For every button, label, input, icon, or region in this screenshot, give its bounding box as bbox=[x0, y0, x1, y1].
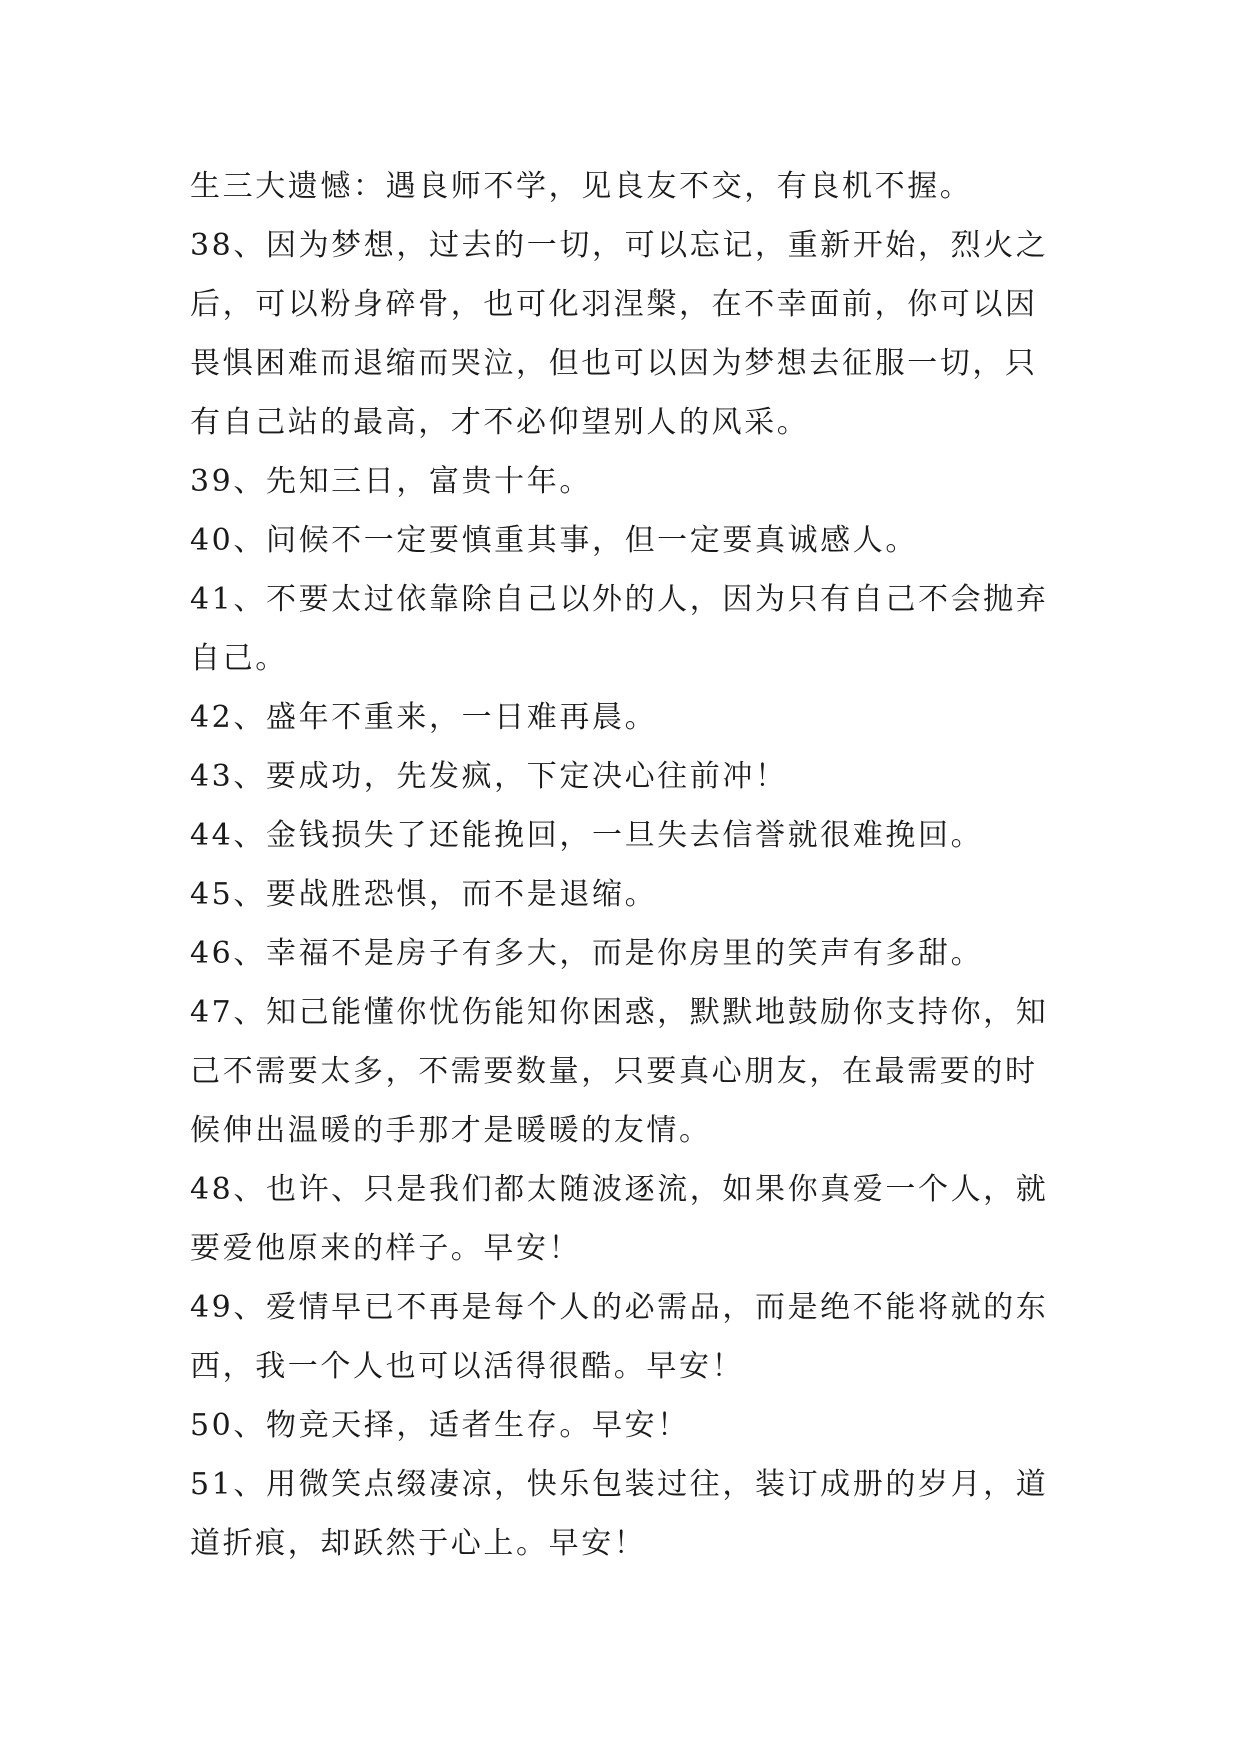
text-line: 候伸出温暖的手那才是暖暖的友情。 bbox=[190, 1113, 712, 1148]
paragraph-45 bbox=[190, 865, 1055, 924]
paragraph-51 bbox=[190, 1455, 1055, 1573]
text-line: 48、也许、只是我们都太随波逐流，如果你真爱一个人，就 bbox=[190, 1172, 1049, 1207]
paragraph-42 bbox=[190, 688, 1055, 747]
text-line: 43、要成功，先发疯，下定决心往前冲！ bbox=[190, 759, 788, 794]
text-line: 要爱他原来的样子。早安！ bbox=[190, 1231, 582, 1266]
paragraph-48 bbox=[190, 1160, 1055, 1278]
text-line: 40、问候不一定要慎重其事，但一定要真诚感人。 bbox=[190, 523, 918, 558]
text-line: 39、先知三日，富贵十年。 bbox=[190, 464, 592, 499]
text-line: 己不需要太多，不需要数量，只要真心朋友，在最需要的时 bbox=[190, 1054, 1038, 1089]
text-line: 有自己站的最高，才不必仰望别人的风采。 bbox=[190, 405, 810, 440]
text-line: 后，可以粉身碎骨，也可化羽涅槃，在不幸面前，你可以因 bbox=[190, 287, 1038, 322]
text-line: 41、不要太过依靠除自己以外的人，因为只有自己不会抛弃 bbox=[190, 582, 1049, 617]
paragraph-49 bbox=[190, 1278, 1055, 1396]
paragraph-39 bbox=[190, 452, 1055, 511]
paragraph-41 bbox=[190, 570, 1055, 688]
text-line: 道折痕，却跃然于心上。早安！ bbox=[190, 1526, 647, 1561]
text-line: 46、幸福不是房子有多大，而是你房里的笑声有多甜。 bbox=[190, 936, 984, 971]
paragraph-44 bbox=[190, 806, 1055, 865]
text-line: 42、盛年不重来，一日难再晨。 bbox=[190, 700, 658, 735]
text-line: 生三大遗憾：遇良师不学，见良友不交，有良机不握。 bbox=[190, 169, 973, 204]
text-line: 47、知己能懂你忧伤能知你困惑，默默地鼓励你支持你，知 bbox=[190, 995, 1049, 1030]
text-line: 44、金钱损失了还能挽回，一旦失去信誉就很难挽回。 bbox=[190, 818, 984, 853]
text-line: 49、爱情早已不再是每个人的必需品，而是绝不能将就的东 bbox=[190, 1290, 1049, 1325]
paragraph-46 bbox=[190, 924, 1055, 983]
text-line: 畏惧困难而退缩而哭泣，但也可以因为梦想去征服一切，只 bbox=[190, 346, 1038, 381]
text-line: 50、物竞天择，适者生存。早安！ bbox=[190, 1408, 690, 1443]
paragraph-50 bbox=[190, 1396, 1055, 1455]
text-line: 45、要战胜恐惧，而不是退缩。 bbox=[190, 877, 658, 912]
text-line: 38、因为梦想，过去的一切，可以忘记，重新开始，烈火之 bbox=[190, 228, 1049, 263]
text-line: 自己。 bbox=[190, 641, 288, 676]
paragraph-37-tail bbox=[190, 157, 1055, 216]
paragraph-38 bbox=[190, 216, 1055, 452]
text-line: 51、用微笑点缀凄凉，快乐包装过往，装订成册的岁月，道 bbox=[190, 1467, 1049, 1502]
document-body bbox=[190, 157, 1055, 1573]
paragraph-40 bbox=[190, 511, 1055, 570]
paragraph-47 bbox=[190, 983, 1055, 1160]
paragraph-43 bbox=[190, 747, 1055, 806]
text-line: 西，我一个人也可以活得很酷。早安！ bbox=[190, 1349, 745, 1384]
